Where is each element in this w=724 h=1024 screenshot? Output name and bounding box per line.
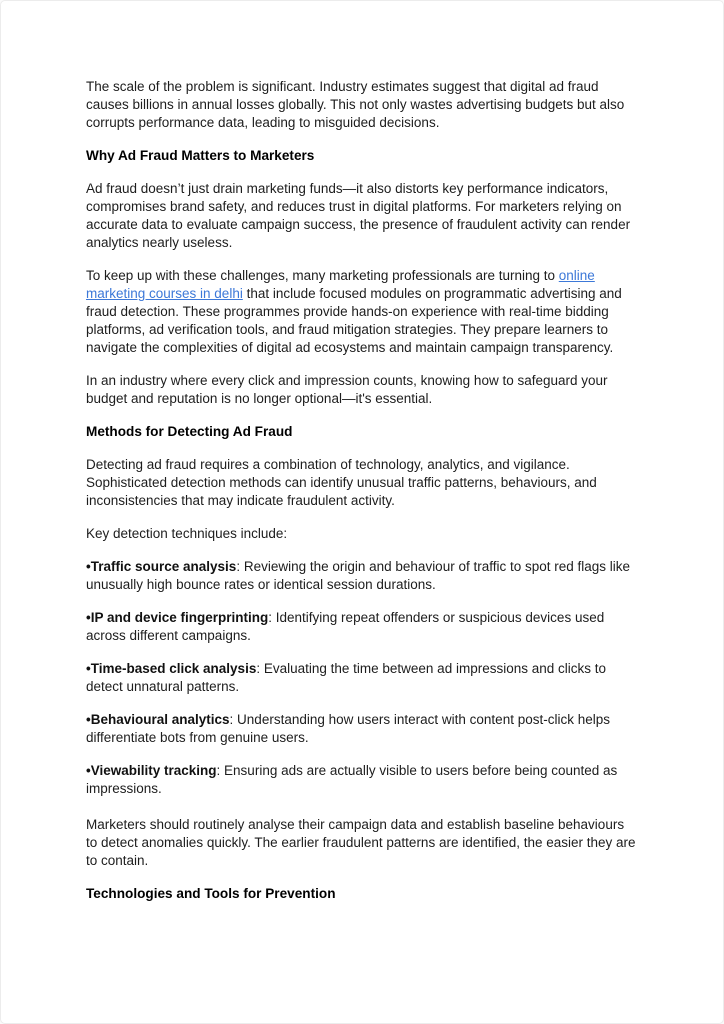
bullet-label: IP and device fingerprinting (90, 610, 269, 625)
bullet-time-based-click-analysis (86, 660, 639, 696)
bullet-ip-device-fingerprinting (86, 609, 639, 645)
bullet-traffic-source-analysis (86, 558, 639, 594)
heading-technologies-tools: Technologies and Tools for Prevention (86, 886, 336, 901)
bullet-label: Traffic source analysis (90, 559, 237, 574)
paragraph-scale-of-problem: The scale of the problem is significant. Industry estimates suggest that digital ad fraud causes billions in annual losses globally. This not only wastes advertising budgets but also corrupts performance data, leading to misguided decisions. (86, 79, 625, 130)
paragraph-courses-text-before: To keep up with these challenges, many marketing professionals are turning to (86, 268, 559, 283)
paragraph-key-techniques-intro: Key detection techniques include: (86, 526, 288, 541)
heading-methods-detecting: Methods for Detecting Ad Fraud (86, 424, 293, 439)
bullet-viewability-tracking (86, 762, 639, 798)
bullet-icon: • (86, 763, 91, 778)
bullet-icon: • (86, 712, 91, 727)
paragraph-marketers-baseline: Marketers should routinely analyse their campaign data and establish baseline behaviours to detect anomalies quickly. The earlier fraudulent patterns are identified, the easier they are to contain. (86, 817, 636, 868)
bullet-label: Time-based click analysis (90, 661, 257, 676)
bullet-text: : Identifying repeat offenders or suspicious devices used across different campaigns. (86, 610, 605, 643)
bullet-behavioural-analytics (86, 711, 639, 747)
paragraph-online-courses (86, 267, 639, 357)
paragraph-courses-text-after: that include focused modules on programmatic advertising and fraud detection. These programmes provide hands-on experience with real-time bidding platforms, ad verification tools, and fraud mitigation strategies. They prepare learners to navigate the complexities of digital ad ecosystems and maintain campaign transparency. (86, 286, 622, 355)
online-marketing-courses-link[interactable]: online marketing courses in delhi (86, 268, 595, 301)
paragraph-ad-fraud-impact: Ad fraud doesn’t just drain marketing funds—it also distorts key performance indicators, compromises brand safety, and reduces trust in digital platforms. For marketers relying on accurate data to evaluate campaign success, the presence of fraudulent activity can render analytics nearly useless. (86, 181, 631, 250)
bullet-label: Behavioural analytics (90, 712, 230, 727)
document-content (1, 1, 723, 903)
bullet-text: : Evaluating the time between ad impressions and clicks to detect unnatural patterns. (86, 661, 607, 694)
paragraph-detecting-requires: Detecting ad fraud requires a combination of technology, analytics, and vigilance. Sophisticated detection methods can identify unusual traffic patterns, behaviours, and inconsistencies that may indicate fraudulent activity. (86, 457, 597, 508)
bullet-text: : Ensuring ads are actually visible to users before being counted as impressions. (86, 763, 618, 796)
bullet-icon: • (86, 610, 91, 625)
bullet-text: : Understanding how users interact with content post-click helps differentiate bots from genuine users. (86, 712, 610, 745)
bullet-label: Viewability tracking (90, 763, 217, 778)
bullet-text: : Reviewing the origin and behaviour of traffic to spot red flags like unusually high bounce rates or identical session durations. (86, 559, 631, 592)
heading-why-ad-fraud-matters: Why Ad Fraud Matters to Marketers (86, 148, 315, 163)
bullet-icon: • (86, 559, 91, 574)
paragraph-industry-counts: In an industry where every click and impression counts, knowing how to safeguard your budget and reputation is no longer optional—it's essential. (86, 373, 608, 406)
bullet-icon: • (86, 661, 91, 676)
